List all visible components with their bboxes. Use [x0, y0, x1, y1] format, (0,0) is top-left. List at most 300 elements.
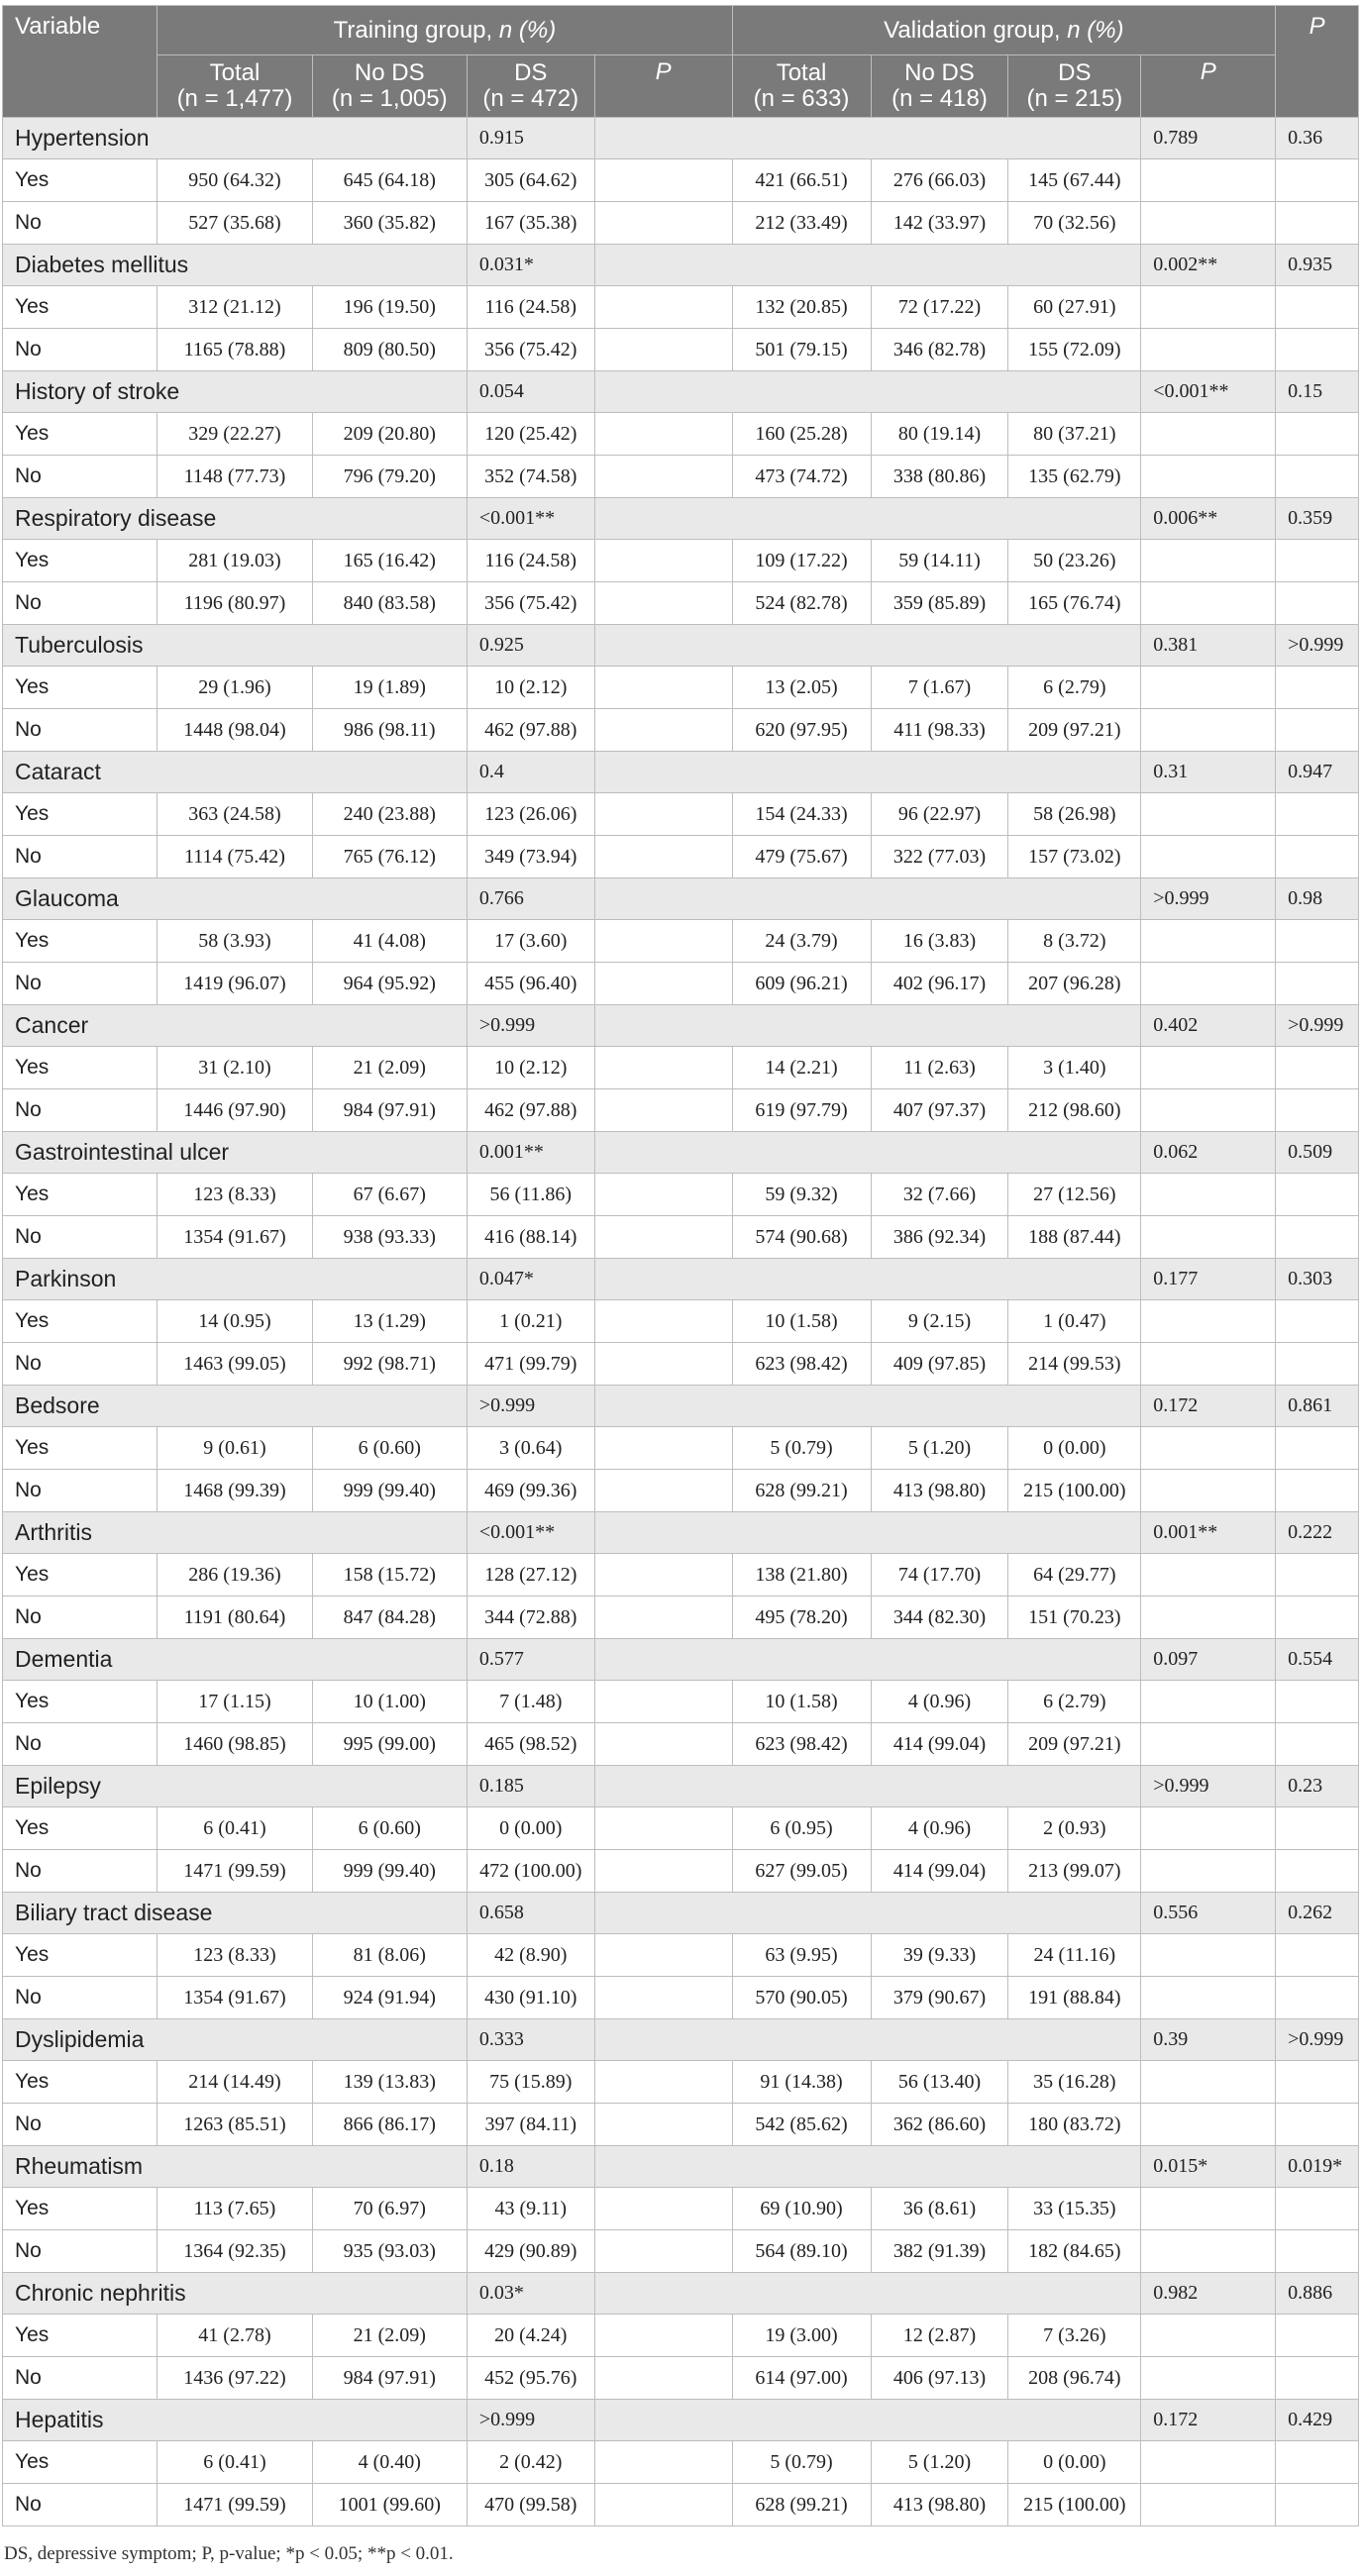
- subheader-7: [1141, 55, 1276, 118]
- yes-row: [3, 540, 1359, 582]
- validation-cell: 215 (100.00): [1008, 1470, 1141, 1512]
- training-cell: 281 (19.03): [157, 540, 312, 582]
- p-training: 0.915: [467, 118, 594, 159]
- p-overall: 0.019*: [1276, 2146, 1359, 2188]
- no-row: [3, 202, 1359, 245]
- training-cell: 472 (100.00): [467, 1850, 594, 1893]
- training-cell: 58 (3.93): [157, 920, 312, 963]
- p-validation: 0.789: [1141, 118, 1276, 159]
- empty-cell: [1141, 2188, 1276, 2230]
- training-cell: 123 (8.33): [157, 1934, 312, 1977]
- training-cell: 1463 (99.05): [157, 1343, 312, 1386]
- variable-name: Diabetes mellitus: [3, 245, 468, 286]
- empty-cell: [1141, 709, 1276, 752]
- training-cell: 1148 (77.73): [157, 456, 312, 498]
- p-training: 0.925: [467, 625, 594, 667]
- validation-cell: 16 (3.83): [871, 920, 1008, 963]
- subheader-label: Total: [209, 59, 261, 86]
- empty-cell: [1141, 202, 1276, 245]
- empty-cell: [1276, 1174, 1359, 1216]
- yes-row: [3, 286, 1359, 329]
- validation-cell: 154 (24.33): [732, 793, 871, 836]
- empty-cell: [1141, 2484, 1276, 2526]
- training-cell: 43 (9.11): [467, 2188, 594, 2230]
- training-cell: 19 (1.89): [312, 667, 467, 709]
- empty-cell: [1141, 2061, 1276, 2104]
- validation-cell: 80 (37.21): [1008, 413, 1141, 456]
- validation-cell: 7 (1.67): [871, 667, 1008, 709]
- p-training: 0.031*: [467, 245, 594, 286]
- training-cell: 116 (24.58): [467, 540, 594, 582]
- validation-cell: 473 (74.72): [732, 456, 871, 498]
- training-cell: 462 (97.88): [467, 1089, 594, 1132]
- empty-cell: [594, 878, 1141, 920]
- yes-label: Yes: [3, 2441, 157, 2484]
- validation-cell: 74 (17.70): [871, 1554, 1008, 1597]
- yes-label: Yes: [3, 920, 157, 963]
- p-overall: 0.554: [1276, 1639, 1359, 1681]
- validation-cell: 209 (97.21): [1008, 709, 1141, 752]
- training-cell: 329 (22.27): [157, 413, 312, 456]
- empty-cell: [594, 1893, 1141, 1934]
- p-overall: >0.999: [1276, 1005, 1359, 1047]
- no-row: [3, 2104, 1359, 2146]
- table-body: [3, 118, 1359, 2526]
- no-label: No: [3, 582, 157, 625]
- validation-cell: 50 (23.26): [1008, 540, 1141, 582]
- training-cell: 17 (1.15): [157, 1681, 312, 1723]
- variable-name: Glaucoma: [3, 878, 468, 920]
- subheader-6: [1008, 55, 1141, 118]
- empty-cell: [1141, 1554, 1276, 1597]
- no-row: [3, 1470, 1359, 1512]
- no-row: [3, 2230, 1359, 2273]
- yes-label: Yes: [3, 1554, 157, 1597]
- training-cell: 986 (98.11): [312, 709, 467, 752]
- no-label: No: [3, 963, 157, 1005]
- empty-cell: [1276, 1807, 1359, 1850]
- empty-cell: [594, 1259, 1141, 1300]
- empty-cell: [1276, 667, 1359, 709]
- validation-cell: 6 (0.95): [732, 1807, 871, 1850]
- validation-cell: 0 (0.00): [1008, 1427, 1141, 1470]
- variable-row: [3, 1005, 1359, 1047]
- no-label: No: [3, 2484, 157, 2526]
- empty-cell: [594, 1554, 732, 1597]
- validation-cell: 628 (99.21): [732, 2484, 871, 2526]
- empty-cell: [594, 2273, 1141, 2315]
- p-overall: 0.15: [1276, 371, 1359, 413]
- validation-cell: 212 (98.60): [1008, 1089, 1141, 1132]
- empty-cell: [594, 456, 732, 498]
- training-cell: 139 (13.83): [312, 2061, 467, 2104]
- empty-cell: [594, 625, 1141, 667]
- training-cell: 356 (75.42): [467, 329, 594, 371]
- subheader-n: (n = 633): [753, 85, 850, 112]
- no-label: No: [3, 329, 157, 371]
- validation-cell: 413 (98.80): [871, 2484, 1008, 2526]
- empty-cell: [594, 1174, 732, 1216]
- empty-cell: [1141, 1807, 1276, 1850]
- p-overall: 0.359: [1276, 498, 1359, 540]
- empty-cell: [1141, 1934, 1276, 1977]
- training-cell: 21 (2.09): [312, 2315, 467, 2357]
- empty-cell: [1141, 2441, 1276, 2484]
- validation-cell: 142 (33.97): [871, 202, 1008, 245]
- training-cell: 1419 (96.07): [157, 963, 312, 1005]
- variable-name: Rheumatism: [3, 2146, 468, 2188]
- p-training: 0.658: [467, 1893, 594, 1934]
- training-cell: 1460 (98.85): [157, 1723, 312, 1766]
- training-cell: 924 (91.94): [312, 1977, 467, 2019]
- empty-cell: [1276, 2484, 1359, 2526]
- p-validation: 0.172: [1141, 2400, 1276, 2441]
- empty-cell: [594, 1639, 1141, 1681]
- p-training: 0.333: [467, 2019, 594, 2061]
- training-cell: 469 (99.36): [467, 1470, 594, 1512]
- empty-cell: [1276, 413, 1359, 456]
- subheader-label: DS: [514, 59, 548, 86]
- p-training: 0.18: [467, 2146, 594, 2188]
- yes-label: Yes: [3, 2188, 157, 2230]
- validation-cell: 32 (7.66): [871, 1174, 1008, 1216]
- no-row: [3, 1723, 1359, 1766]
- training-group-header: [157, 6, 732, 55]
- p-training: 0.047*: [467, 1259, 594, 1300]
- variable-row: [3, 625, 1359, 667]
- validation-cell: 39 (9.33): [871, 1934, 1008, 1977]
- p-validation: <0.001**: [1141, 371, 1276, 413]
- empty-cell: [594, 1089, 732, 1132]
- validation-cell: 322 (77.03): [871, 836, 1008, 878]
- p-training: <0.001**: [467, 1512, 594, 1554]
- validation-cell: 411 (98.33): [871, 709, 1008, 752]
- training-cell: 866 (86.17): [312, 2104, 467, 2146]
- p-validation: 0.177: [1141, 1259, 1276, 1300]
- validation-cell: 382 (91.39): [871, 2230, 1008, 2273]
- empty-cell: [594, 2315, 732, 2357]
- p-training: >0.999: [467, 2400, 594, 2441]
- no-label: No: [3, 709, 157, 752]
- empty-cell: [594, 793, 732, 836]
- validation-cell: 80 (19.14): [871, 413, 1008, 456]
- p-training: 0.03*: [467, 2273, 594, 2315]
- variable-row: [3, 2400, 1359, 2441]
- p-validation: 0.39: [1141, 2019, 1276, 2061]
- validation-cell: 5 (1.20): [871, 2441, 1008, 2484]
- p-overall: 0.36: [1276, 118, 1359, 159]
- yes-label: Yes: [3, 286, 157, 329]
- training-cell: 123 (8.33): [157, 1174, 312, 1216]
- validation-cell: 58 (26.98): [1008, 793, 1141, 836]
- empty-cell: [1276, 2061, 1359, 2104]
- variable-row: [3, 245, 1359, 286]
- empty-cell: [594, 1427, 732, 1470]
- empty-cell: [1141, 456, 1276, 498]
- p-overall: 0.303: [1276, 1259, 1359, 1300]
- empty-cell: [1276, 2230, 1359, 2273]
- validation-cell: 72 (17.22): [871, 286, 1008, 329]
- no-row: [3, 1977, 1359, 2019]
- training-cell: 995 (99.00): [312, 1723, 467, 1766]
- variable-name: Dyslipidemia: [3, 2019, 468, 2061]
- p-validation: 0.381: [1141, 625, 1276, 667]
- subheader-label: No DS: [904, 59, 975, 86]
- training-cell: 1196 (80.97): [157, 582, 312, 625]
- empty-cell: [1276, 1047, 1359, 1089]
- validation-group-label: Validation group,: [884, 16, 1068, 44]
- training-cell: 120 (25.42): [467, 413, 594, 456]
- validation-cell: 406 (97.13): [871, 2357, 1008, 2400]
- empty-cell: [1141, 329, 1276, 371]
- variable-name: Chronic nephritis: [3, 2273, 468, 2315]
- training-cell: 70 (6.97): [312, 2188, 467, 2230]
- training-cell: 344 (72.88): [467, 1597, 594, 1639]
- validation-cell: 421 (66.51): [732, 159, 871, 202]
- training-cell: 41 (2.78): [157, 2315, 312, 2357]
- subheader-label: No DS: [354, 59, 425, 86]
- variable-name: Arthritis: [3, 1512, 468, 1554]
- no-label: No: [3, 1470, 157, 1512]
- training-cell: 984 (97.91): [312, 1089, 467, 1132]
- empty-cell: [1141, 1681, 1276, 1723]
- training-cell: 1263 (85.51): [157, 2104, 312, 2146]
- empty-cell: [594, 1047, 732, 1089]
- no-label: No: [3, 1977, 157, 2019]
- variable-row: [3, 1132, 1359, 1174]
- training-cell: 29 (1.96): [157, 667, 312, 709]
- empty-cell: [594, 1132, 1141, 1174]
- empty-cell: [594, 540, 732, 582]
- empty-cell: [594, 582, 732, 625]
- p-validation: 0.982: [1141, 2273, 1276, 2315]
- training-cell: 75 (15.89): [467, 2061, 594, 2104]
- validation-cell: 160 (25.28): [732, 413, 871, 456]
- p-training: 0.001**: [467, 1132, 594, 1174]
- training-cell: 1 (0.21): [467, 1300, 594, 1343]
- validation-cell: 138 (21.80): [732, 1554, 871, 1597]
- yes-label: Yes: [3, 1174, 157, 1216]
- p-overall: 0.222: [1276, 1512, 1359, 1554]
- validation-cell: 19 (3.00): [732, 2315, 871, 2357]
- validation-cell: 24 (3.79): [732, 920, 871, 963]
- empty-cell: [594, 1470, 732, 1512]
- training-cell: 10 (2.12): [467, 667, 594, 709]
- variable-row: [3, 1766, 1359, 1807]
- variable-header: Variable: [3, 6, 157, 118]
- validation-cell: 3 (1.40): [1008, 1047, 1141, 1089]
- variable-row: [3, 1259, 1359, 1300]
- empty-cell: [1276, 159, 1359, 202]
- training-cell: 14 (0.95): [157, 1300, 312, 1343]
- validation-cell: 402 (96.17): [871, 963, 1008, 1005]
- p-overall: 0.861: [1276, 1386, 1359, 1427]
- subheader-2: [467, 55, 594, 118]
- variable-row: [3, 1893, 1359, 1934]
- yes-row: [3, 1427, 1359, 1470]
- training-cell: 356 (75.42): [467, 582, 594, 625]
- empty-cell: [594, 286, 732, 329]
- training-cell: 1471 (99.59): [157, 2484, 312, 2526]
- empty-cell: [1141, 1597, 1276, 1639]
- validation-cell: 63 (9.95): [732, 1934, 871, 1977]
- validation-cell: 59 (14.11): [871, 540, 1008, 582]
- validation-cell: 10 (1.58): [732, 1300, 871, 1343]
- p-validation: 0.097: [1141, 1639, 1276, 1681]
- training-cell: 397 (84.11): [467, 2104, 594, 2146]
- training-cell: 0 (0.00): [467, 1807, 594, 1850]
- subheader-n: (n = 1,005): [331, 85, 448, 112]
- empty-cell: [1276, 1977, 1359, 2019]
- yes-row: [3, 920, 1359, 963]
- subheader-3: [594, 55, 732, 118]
- training-cell: 840 (83.58): [312, 582, 467, 625]
- p-overall: 0.947: [1276, 752, 1359, 793]
- validation-cell: 5 (1.20): [871, 1427, 1008, 1470]
- empty-cell: [1276, 1427, 1359, 1470]
- empty-cell: [594, 1723, 732, 1766]
- yes-label: Yes: [3, 1807, 157, 1850]
- p-validation: 0.556: [1141, 1893, 1276, 1934]
- validation-cell: 64 (29.77): [1008, 1554, 1141, 1597]
- empty-cell: [594, 1005, 1141, 1047]
- variable-name: Tuberculosis: [3, 625, 468, 667]
- validation-cell: 212 (33.49): [732, 202, 871, 245]
- empty-cell: [1141, 582, 1276, 625]
- validation-cell: 214 (99.53): [1008, 1343, 1141, 1386]
- p-validation: 0.002**: [1141, 245, 1276, 286]
- yes-row: [3, 2441, 1359, 2484]
- empty-cell: [1141, 1300, 1276, 1343]
- validation-cell: 35 (16.28): [1008, 2061, 1141, 2104]
- validation-cell: 409 (97.85): [871, 1343, 1008, 1386]
- empty-cell: [1141, 1216, 1276, 1259]
- validation-cell: 7 (3.26): [1008, 2315, 1141, 2357]
- validation-cell: 414 (99.04): [871, 1850, 1008, 1893]
- validation-cell: 109 (17.22): [732, 540, 871, 582]
- validation-cell: 24 (11.16): [1008, 1934, 1141, 1977]
- empty-cell: [1276, 456, 1359, 498]
- yes-row: [3, 2188, 1359, 2230]
- empty-cell: [594, 2146, 1141, 2188]
- empty-cell: [1141, 1343, 1276, 1386]
- empty-cell: [1276, 329, 1359, 371]
- validation-cell: 623 (98.42): [732, 1343, 871, 1386]
- empty-cell: [594, 2061, 732, 2104]
- no-label: No: [3, 1723, 157, 1766]
- validation-cell: 10 (1.58): [732, 1681, 871, 1723]
- training-cell: 6 (0.41): [157, 1807, 312, 1850]
- training-npct: n (%): [498, 16, 557, 44]
- yes-row: [3, 1554, 1359, 1597]
- validation-cell: 12 (2.87): [871, 2315, 1008, 2357]
- training-cell: 6 (0.60): [312, 1427, 467, 1470]
- training-cell: 116 (24.58): [467, 286, 594, 329]
- p-overall: 0.509: [1276, 1132, 1359, 1174]
- validation-cell: 60 (27.91): [1008, 286, 1141, 329]
- no-row: [3, 1597, 1359, 1639]
- training-cell: 2 (0.42): [467, 2441, 594, 2484]
- variable-row: [3, 878, 1359, 920]
- empty-cell: [1276, 836, 1359, 878]
- empty-cell: [1141, 793, 1276, 836]
- training-cell: 158 (15.72): [312, 1554, 467, 1597]
- training-cell: 984 (97.91): [312, 2357, 467, 2400]
- training-cell: 305 (64.62): [467, 159, 594, 202]
- training-cell: 41 (4.08): [312, 920, 467, 963]
- training-cell: 360 (35.82): [312, 202, 467, 245]
- training-cell: 935 (93.03): [312, 2230, 467, 2273]
- training-cell: 847 (84.28): [312, 1597, 467, 1639]
- validation-cell: 276 (66.03): [871, 159, 1008, 202]
- validation-cell: 191 (88.84): [1008, 1977, 1141, 2019]
- validation-cell: 208 (96.74): [1008, 2357, 1141, 2400]
- validation-cell: 59 (9.32): [732, 1174, 871, 1216]
- training-cell: 1448 (98.04): [157, 709, 312, 752]
- empty-cell: [594, 709, 732, 752]
- training-cell: 20 (4.24): [467, 2315, 594, 2357]
- no-row: [3, 456, 1359, 498]
- training-cell: 81 (8.06): [312, 1934, 467, 1977]
- validation-cell: 619 (97.79): [732, 1089, 871, 1132]
- training-cell: 214 (14.49): [157, 2061, 312, 2104]
- validation-cell: 91 (14.38): [732, 2061, 871, 2104]
- validation-cell: 8 (3.72): [1008, 920, 1141, 963]
- empty-cell: [594, 2484, 732, 2526]
- p-overall: >0.999: [1276, 625, 1359, 667]
- p-validation: >0.999: [1141, 878, 1276, 920]
- training-cell: 9 (0.61): [157, 1427, 312, 1470]
- training-cell: 240 (23.88): [312, 793, 467, 836]
- training-cell: 938 (93.33): [312, 1216, 467, 1259]
- validation-cell: 0 (0.00): [1008, 2441, 1141, 2484]
- training-cell: 999 (99.40): [312, 1850, 467, 1893]
- yes-row: [3, 1300, 1359, 1343]
- empty-cell: [594, 963, 732, 1005]
- empty-cell: [594, 1977, 732, 2019]
- training-cell: 21 (2.09): [312, 1047, 467, 1089]
- training-cell: 527 (35.68): [157, 202, 312, 245]
- no-row: [3, 2357, 1359, 2400]
- validation-cell: 70 (32.56): [1008, 202, 1141, 245]
- yes-row: [3, 1047, 1359, 1089]
- empty-cell: [1276, 1554, 1359, 1597]
- empty-cell: [1276, 963, 1359, 1005]
- variable-row: [3, 2146, 1359, 2188]
- empty-cell: [594, 920, 732, 963]
- variable-row: [3, 371, 1359, 413]
- training-cell: 4 (0.40): [312, 2441, 467, 2484]
- validation-cell: 96 (22.97): [871, 793, 1008, 836]
- yes-row: [3, 159, 1359, 202]
- validation-cell: 27 (12.56): [1008, 1174, 1141, 1216]
- no-label: No: [3, 2230, 157, 2273]
- empty-cell: [594, 413, 732, 456]
- variable-row: [3, 1639, 1359, 1681]
- empty-cell: [1276, 582, 1359, 625]
- p-training: 0.766: [467, 878, 594, 920]
- empty-cell: [1276, 1343, 1359, 1386]
- empty-cell: [594, 202, 732, 245]
- validation-npct: n (%): [1067, 16, 1124, 44]
- empty-cell: [1141, 1977, 1276, 2019]
- training-cell: 999 (99.40): [312, 1470, 467, 1512]
- training-cell: 67 (6.67): [312, 1174, 467, 1216]
- subheader-row: [3, 55, 1359, 118]
- empty-cell: [594, 2400, 1141, 2441]
- empty-cell: [1276, 2357, 1359, 2400]
- yes-label: Yes: [3, 2061, 157, 2104]
